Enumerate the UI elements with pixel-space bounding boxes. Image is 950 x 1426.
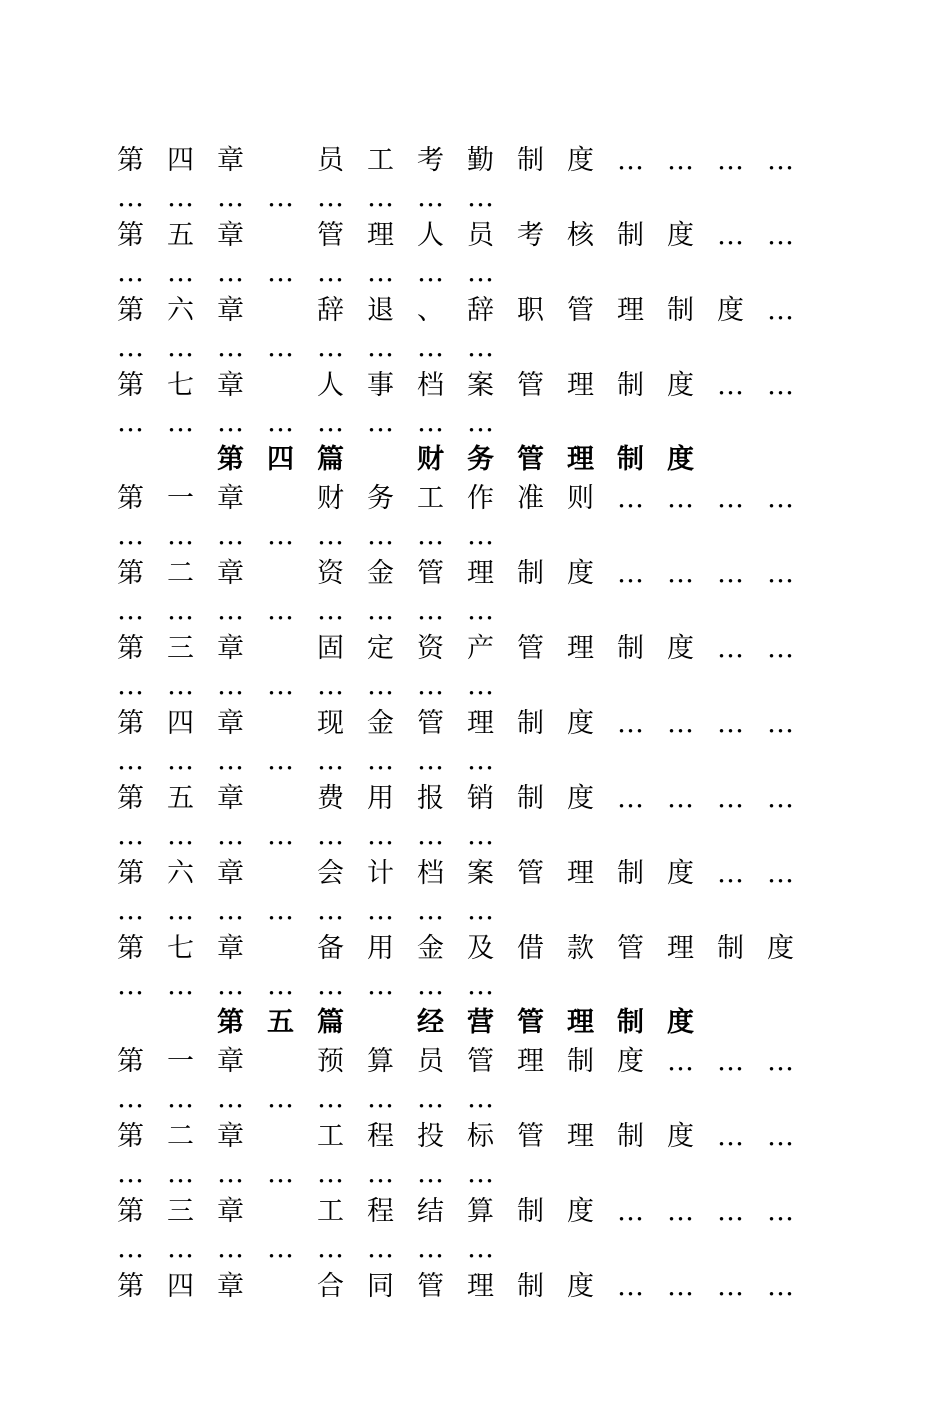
chapter-title-line: 第 五 章 费 用 报 销 制 度 … … … …: [117, 782, 794, 814]
toc-entry: [117, 853, 837, 928]
part-title: 第 五 篇 经 营 管 理 制 度: [217, 1006, 694, 1038]
toc-part-heading: [117, 440, 837, 478]
leader-dots-line: … … … … … … … …: [117, 745, 494, 776]
leader-dots-line: … … … … … … … …: [117, 895, 494, 926]
chapter-title-line: 第 一 章 预 算 员 管 理 制 度 … … …: [117, 1045, 794, 1077]
toc-entry: [117, 1116, 837, 1191]
chapter-title-line: 第 六 章 辞 退 、 辞 职 管 理 制 度 …: [117, 294, 794, 326]
chapter-title-line: 第 七 章 人 事 档 案 管 理 制 度 … …: [117, 369, 794, 401]
toc-entry: [117, 140, 837, 215]
toc-entry: [117, 553, 837, 628]
toc-entry: [117, 290, 837, 365]
leader-dots-line: … … … … … … … …: [117, 820, 494, 851]
toc-entry: [117, 1191, 837, 1266]
chapter-title-line: 第 七 章 备 用 金 及 借 款 管 理 制 度: [117, 932, 794, 964]
leader-dots-line: … … … … … … … …: [117, 595, 494, 626]
leader-dots-line: … … … … … … … …: [117, 520, 494, 551]
part-title: 第 四 篇 财 务 管 理 制 度: [217, 443, 694, 475]
chapter-title-line: 第 六 章 会 计 档 案 管 理 制 度 … …: [117, 857, 794, 889]
toc-entry: [117, 215, 837, 290]
toc-entry: [117, 478, 837, 553]
chapter-title-line: 第 三 章 固 定 资 产 管 理 制 度 … …: [117, 632, 794, 664]
toc-part-heading: [117, 1003, 837, 1041]
chapter-title-line: 第 四 章 员 工 考 勤 制 度 … … … …: [117, 144, 794, 176]
toc-entry: [117, 928, 837, 1003]
leader-dots-line: … … … … … … … …: [117, 182, 494, 213]
leader-dots-line: … … … … … … … …: [117, 670, 494, 701]
leader-dots-line: … … … … … … … …: [117, 1083, 494, 1114]
table-of-contents: [117, 140, 837, 1306]
leader-dots-line: … … … … … … … …: [117, 257, 494, 288]
leader-dots-line: … … … … … … … …: [117, 332, 494, 363]
chapter-title-line: 第 五 章 管 理 人 员 考 核 制 度 … …: [117, 219, 794, 251]
toc-entry: [117, 365, 837, 440]
chapter-title-line: 第 二 章 资 金 管 理 制 度 … … … …: [117, 557, 794, 589]
leader-dots-line: … … … … … … … …: [117, 1233, 494, 1264]
leader-dots-line: … … … … … … … …: [117, 407, 494, 438]
chapter-title-line: 第 三 章 工 程 结 算 制 度 … … … …: [117, 1195, 794, 1227]
toc-entry: [117, 703, 837, 778]
toc-entry: [117, 1266, 837, 1306]
chapter-title-line: 第 一 章 财 务 工 作 准 则 … … … …: [117, 482, 794, 514]
leader-dots-line: … … … … … … … …: [117, 1158, 494, 1189]
toc-entry: [117, 1041, 837, 1116]
chapter-title-line: 第 四 章 合 同 管 理 制 度 … … … …: [117, 1270, 794, 1302]
leader-dots-line: … … … … … … … …: [117, 970, 494, 1001]
toc-entry: [117, 628, 837, 703]
toc-entry: [117, 778, 837, 853]
chapter-title-line: 第 二 章 工 程 投 标 管 理 制 度 … …: [117, 1120, 794, 1152]
chapter-title-line: 第 四 章 现 金 管 理 制 度 … … … …: [117, 707, 794, 739]
